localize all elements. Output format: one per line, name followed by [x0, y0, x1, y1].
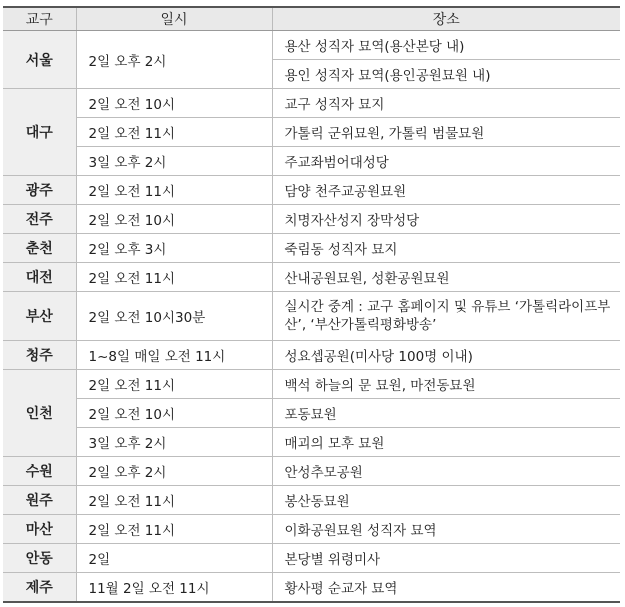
- table-row: [3, 147, 620, 176]
- table-row: [3, 118, 620, 147]
- table-row: [3, 263, 620, 292]
- place-cell: 성요셉공원(미사당 100명 이내): [272, 341, 620, 370]
- region-cell: 광주: [3, 176, 76, 205]
- place-cell: 용산 성직자 묘역(용산본당 내): [272, 31, 620, 60]
- region-cell: 서울: [3, 31, 76, 89]
- date-cell: 2일 오후 2시: [76, 31, 272, 89]
- date-cell: 2일 오후 2시: [76, 457, 272, 486]
- table-row: [3, 428, 620, 457]
- table-row: [3, 544, 620, 573]
- date-cell: 2일 오전 10시: [76, 205, 272, 234]
- place-cell: 실시간 중계 : 교구 홈페이지 및 유튜브 ‘가톨릭라이프부산’, ‘부산가톨릭평화방송’: [272, 292, 620, 341]
- date-cell: 2일 오전 11시: [76, 486, 272, 515]
- date-cell: 3일 오후 2시: [76, 428, 272, 457]
- region-cell: 대구: [3, 89, 76, 176]
- table-row: [3, 370, 620, 399]
- table-row: [3, 234, 620, 263]
- region-cell: 원주: [3, 486, 76, 515]
- table-row: [3, 399, 620, 428]
- date-cell: 2일 오후 3시: [76, 234, 272, 263]
- place-cell: 담양 천주교공원묘원: [272, 176, 620, 205]
- date-cell: 2일 오전 10시30분: [76, 292, 272, 341]
- date-cell: 2일 오전 11시: [76, 515, 272, 544]
- table-row: [3, 176, 620, 205]
- region-cell: 춘천: [3, 234, 76, 263]
- mass-schedule-table: [3, 6, 620, 603]
- table-row: [3, 486, 620, 515]
- region-cell: 대전: [3, 263, 76, 292]
- header-row: [3, 7, 620, 31]
- table-row: [3, 341, 620, 370]
- date-cell: 2일 오전 11시: [76, 176, 272, 205]
- table-row: [3, 515, 620, 544]
- region-cell: 마산: [3, 515, 76, 544]
- region-cell: 안동: [3, 544, 76, 573]
- region-cell: 인천: [3, 370, 76, 457]
- date-cell: 3일 오후 2시: [76, 147, 272, 176]
- table-row: [3, 89, 620, 118]
- place-cell: 백석 하늘의 문 묘원, 마전동묘원: [272, 370, 620, 399]
- date-cell: 2일 오전 10시: [76, 89, 272, 118]
- place-cell: 이화공원묘원 성직자 묘역: [272, 515, 620, 544]
- place-cell: 매괴의 모후 묘원: [272, 428, 620, 457]
- date-cell: 2일: [76, 544, 272, 573]
- mass-schedule-table-container: [3, 6, 620, 603]
- table-row: [3, 573, 620, 603]
- header-region: 교구: [3, 7, 76, 31]
- table-row: [3, 292, 620, 341]
- place-cell: 용인 성직자 묘역(용인공원묘원 내): [272, 60, 620, 89]
- region-cell: 청주: [3, 341, 76, 370]
- header-place: 장소: [272, 7, 620, 31]
- date-cell: 11월 2일 오전 11시: [76, 573, 272, 603]
- place-cell: 안성추모공원: [272, 457, 620, 486]
- table-row: [3, 457, 620, 486]
- place-cell: 가톨릭 군위묘원, 가톨릭 범물묘원: [272, 118, 620, 147]
- date-cell: 2일 오전 10시: [76, 399, 272, 428]
- region-cell: 제주: [3, 573, 76, 603]
- table-row: [3, 31, 620, 60]
- place-cell: 산내공원묘원, 성환공원묘원: [272, 263, 620, 292]
- place-cell: 봉산동묘원: [272, 486, 620, 515]
- place-cell: 주교좌범어대성당: [272, 147, 620, 176]
- place-cell: 황사평 순교자 묘역: [272, 573, 620, 603]
- region-cell: 수원: [3, 457, 76, 486]
- date-cell: 2일 오전 11시: [76, 370, 272, 399]
- region-cell: 부산: [3, 292, 76, 341]
- place-cell: 죽림동 성직자 묘지: [272, 234, 620, 263]
- header-date: 일시: [76, 7, 272, 31]
- place-cell: 본당별 위령미사: [272, 544, 620, 573]
- table-row: [3, 205, 620, 234]
- place-cell: 교구 성직자 묘지: [272, 89, 620, 118]
- date-cell: 1~8일 매일 오전 11시: [76, 341, 272, 370]
- date-cell: 2일 오전 11시: [76, 263, 272, 292]
- place-cell: 포동묘원: [272, 399, 620, 428]
- place-cell: 치명자산성지 장막성당: [272, 205, 620, 234]
- region-cell: 전주: [3, 205, 76, 234]
- date-cell: 2일 오전 11시: [76, 118, 272, 147]
